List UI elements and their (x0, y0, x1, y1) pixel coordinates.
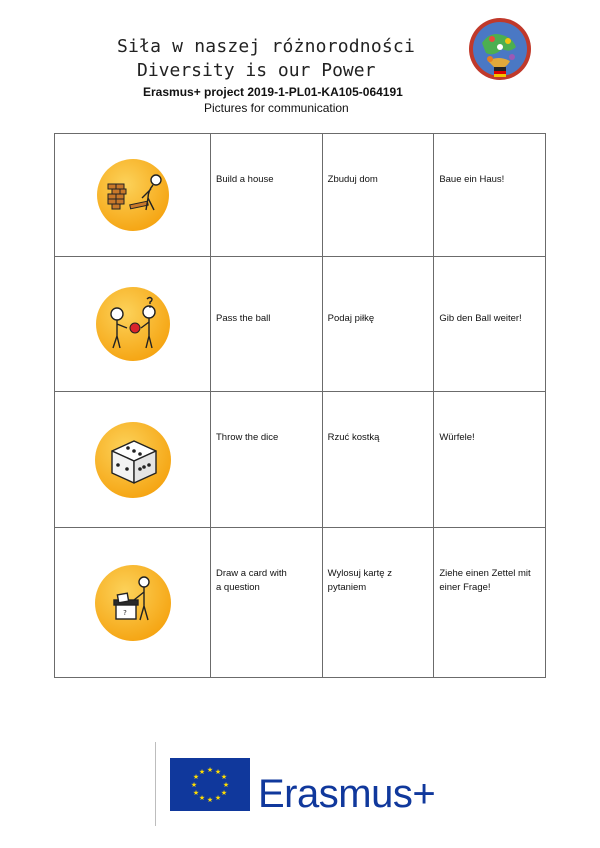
build-house-pictogram-icon (96, 158, 170, 232)
table-row (55, 528, 546, 678)
polish-cell (322, 392, 434, 528)
svg-text:★: ★ (206, 796, 214, 804)
pictogram-cell (55, 392, 211, 528)
english-text: Throw the dice (216, 432, 279, 443)
title-polish: Siła w naszej różnorodności (117, 36, 415, 57)
footer-divider (155, 742, 156, 826)
pictogram-cell (55, 134, 211, 257)
erasmus-logo-text: Erasmus+ (258, 772, 436, 816)
svg-text:★: ★ (220, 789, 228, 797)
english-text: Build a house (216, 174, 274, 185)
german-text: Ziehe einen Zettel mit einer Frage! (439, 568, 531, 593)
english-cell (211, 134, 323, 257)
polish-cell (322, 257, 434, 392)
pass-ball-pictogram-icon (95, 286, 171, 362)
english-cell (211, 528, 323, 678)
english-text: Pass the ball (216, 313, 271, 324)
project-code: Erasmus+ project 2019-1-PL01-KA105-064191 (143, 85, 403, 99)
polish-cell (322, 528, 434, 678)
eu-flag-icon (170, 758, 250, 811)
german-text: Gib den Ball weiter! (439, 313, 522, 324)
table-row (55, 392, 546, 528)
german-cell (434, 257, 546, 392)
svg-text:★: ★ (190, 781, 198, 789)
title-english: Diversity is our Power (137, 60, 376, 81)
svg-text:★: ★ (198, 794, 206, 802)
table-row (55, 134, 546, 257)
svg-text:★: ★ (220, 773, 228, 781)
english-cell (211, 257, 323, 392)
draw-card-pictogram-icon (94, 564, 172, 642)
polish-text: Rzuć kostką (327, 432, 380, 443)
pictogram-cell (55, 257, 211, 392)
svg-text:★: ★ (192, 789, 200, 797)
german-cell (434, 528, 546, 678)
german-text: Würfele! (439, 432, 475, 443)
german-cell (434, 392, 546, 528)
svg-text:★: ★ (214, 768, 222, 776)
polish-text: Wylosuj kartę z pytaniem (327, 568, 392, 593)
polish-text: Zbuduj dom (327, 174, 378, 185)
svg-text:?: ? (122, 608, 127, 617)
english-cell (211, 392, 323, 528)
pictogram-cell (55, 528, 211, 678)
svg-text:★: ★ (198, 768, 206, 776)
english-text: Draw a card with a question (216, 568, 287, 593)
polish-cell (322, 134, 434, 257)
svg-text:★: ★ (206, 766, 214, 774)
table-row (55, 257, 546, 392)
throw-dice-pictogram-icon (94, 421, 172, 499)
communication-table (54, 133, 546, 678)
svg-text:★: ★ (192, 773, 200, 781)
polish-text: Podaj piłkę (327, 313, 375, 324)
svg-text:★: ★ (214, 794, 222, 802)
document-subtitle: Pictures for communication (204, 101, 349, 115)
project-logo-icon (468, 17, 532, 81)
german-cell (434, 134, 546, 257)
svg-text:★: ★ (222, 781, 230, 789)
german-text: Baue ein Haus! (439, 174, 505, 185)
